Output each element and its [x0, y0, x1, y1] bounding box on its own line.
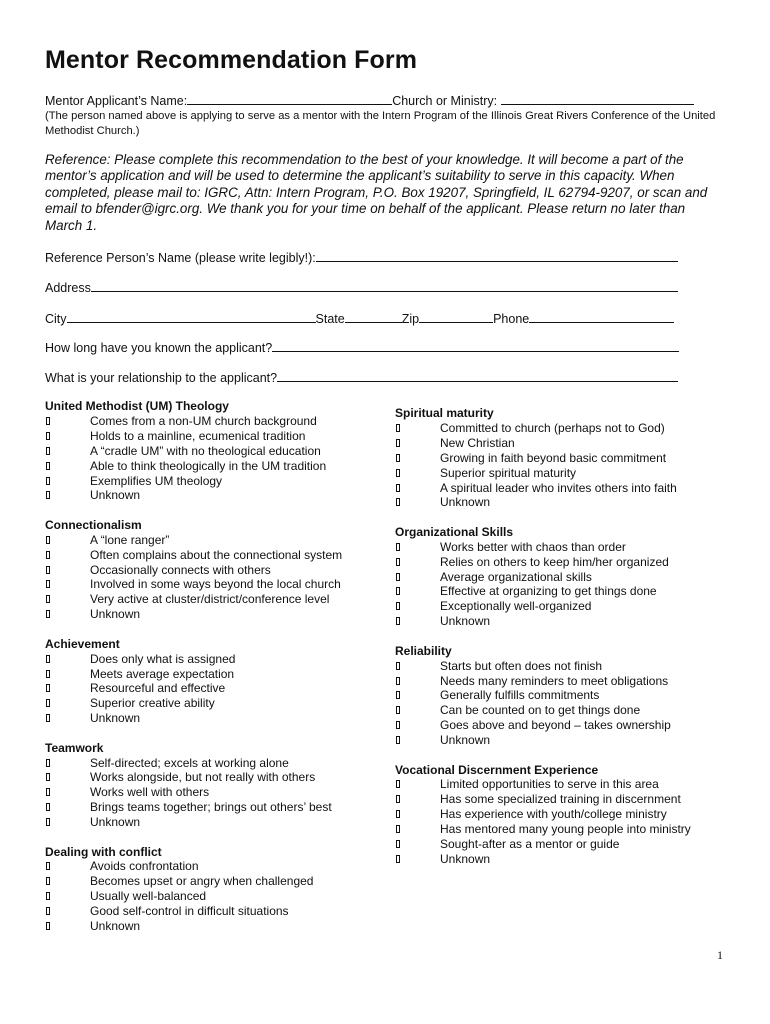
checkbox-icon[interactable] — [46, 922, 50, 930]
checkbox-icon[interactable] — [46, 907, 50, 915]
option-label: Starts but often does not finish — [440, 658, 603, 673]
checkbox-icon[interactable] — [46, 714, 50, 722]
option-item[interactable] — [395, 555, 725, 570]
option-label: Growing in faith beyond basic commitment — [440, 450, 667, 465]
checkbox-icon[interactable] — [396, 573, 400, 581]
section-spiritual-maturity — [395, 406, 725, 510]
option-item[interactable] — [395, 481, 725, 496]
section-vocational-discernment-experience — [395, 763, 725, 867]
checkbox-icon[interactable] — [396, 677, 400, 685]
option-label: Able to think theologically in the UM tradition — [90, 458, 327, 473]
option-label: Exceptionally well-organized — [440, 599, 592, 614]
option-item[interactable] — [45, 607, 375, 622]
option-item[interactable] — [395, 540, 725, 555]
section-achievement — [45, 637, 375, 726]
option-item[interactable] — [45, 756, 375, 771]
state-field[interactable] — [345, 311, 402, 323]
option-label: Good self-control in difficult situations — [90, 904, 289, 919]
option-item[interactable] — [395, 451, 725, 466]
section-title: Teamwork — [45, 740, 104, 755]
checkbox-icon[interactable] — [396, 602, 400, 610]
reference-name-label: Reference Person’s Name (please write legibly!): — [45, 251, 316, 265]
checkbox-icon[interactable] — [396, 662, 400, 670]
checkbox-icon[interactable] — [396, 780, 400, 788]
checkbox-icon[interactable] — [396, 587, 400, 595]
checkbox-icon[interactable] — [396, 498, 400, 506]
option-item[interactable] — [395, 614, 725, 629]
option-item[interactable] — [395, 733, 725, 748]
option-label: Superior spiritual maturity — [440, 465, 577, 480]
option-item[interactable] — [395, 674, 725, 689]
option-item[interactable] — [45, 919, 375, 934]
option-label: Resourceful and effective — [90, 681, 226, 696]
applicant-name-field[interactable] — [187, 93, 392, 105]
checkbox-icon[interactable] — [46, 655, 50, 663]
right-column — [395, 406, 725, 881]
option-item[interactable] — [45, 577, 375, 592]
option-item[interactable] — [45, 459, 375, 474]
option-label: Unknown — [90, 919, 141, 934]
option-item[interactable] — [395, 599, 725, 614]
checkbox-icon[interactable] — [46, 773, 50, 781]
option-label: Works well with others — [90, 785, 210, 800]
checkbox-icon[interactable] — [46, 566, 50, 574]
option-label: Relies on others to keep him/her organized — [440, 554, 669, 569]
option-item[interactable] — [45, 889, 375, 904]
option-item[interactable] — [45, 785, 375, 800]
applicant-name-row — [45, 93, 694, 109]
checkbox-icon[interactable] — [46, 759, 50, 767]
option-item[interactable] — [395, 436, 725, 451]
checkbox-icon[interactable] — [396, 439, 400, 447]
address-label: Address — [45, 281, 91, 295]
checkbox-icon[interactable] — [396, 543, 400, 551]
option-item[interactable] — [395, 777, 725, 792]
option-item[interactable] — [45, 548, 375, 563]
zip-label: Zip — [401, 312, 420, 326]
option-label: Superior creative ability — [90, 696, 215, 711]
option-item[interactable] — [395, 703, 725, 718]
option-item[interactable] — [395, 718, 725, 733]
option-item[interactable] — [395, 570, 725, 585]
option-item[interactable] — [45, 488, 375, 503]
section-title: Achievement — [45, 636, 120, 651]
church-label: Church or Ministry: — [392, 94, 498, 108]
checkbox-icon[interactable] — [396, 736, 400, 744]
option-item[interactable] — [395, 852, 725, 867]
checkbox-icon[interactable] — [396, 810, 400, 818]
section-title: Reliability — [395, 643, 452, 658]
option-label: Effective at organizing to get things done — [440, 584, 657, 599]
checkbox-icon[interactable] — [396, 795, 400, 803]
option-label: Goes above and beyond – takes ownership — [440, 718, 671, 733]
checkbox-icon[interactable] — [46, 610, 50, 618]
option-label: Becomes upset or angry when challenged — [90, 874, 314, 889]
section-title: Vocational Discernment Experience — [395, 762, 599, 777]
checkbox-icon[interactable] — [46, 788, 50, 796]
relationship-row — [45, 370, 678, 386]
option-label: Self-directed; excels at working alone — [90, 755, 289, 770]
option-item[interactable] — [45, 800, 375, 815]
address-field[interactable] — [91, 280, 678, 292]
option-label: Has some specialized training in discernment — [440, 792, 681, 807]
zip-field[interactable] — [419, 311, 493, 323]
option-item[interactable] — [45, 414, 375, 429]
option-label: Works alongside, but not really with others — [90, 770, 316, 785]
section-title: Connectionalism — [45, 517, 142, 532]
checkbox-icon[interactable] — [396, 617, 400, 625]
city-row — [45, 311, 674, 327]
option-label: Avoids confrontation — [90, 859, 199, 874]
option-label: Unknown — [90, 488, 141, 503]
checkbox-icon[interactable] — [46, 551, 50, 559]
reference-name-field[interactable] — [316, 250, 678, 262]
option-label: Comes from a non-UM church background — [90, 413, 317, 428]
option-label: Occasionally connects with others — [90, 562, 271, 577]
option-label: Unknown — [90, 607, 141, 622]
option-item[interactable] — [45, 681, 375, 696]
option-item[interactable] — [45, 429, 375, 444]
option-item[interactable] — [395, 822, 725, 837]
section-connectionalism — [45, 518, 375, 622]
checkbox-icon[interactable] — [46, 862, 50, 870]
option-item[interactable] — [45, 533, 375, 548]
relationship-field[interactable] — [277, 370, 678, 382]
option-label: Committed to church (perhaps not to God) — [440, 420, 665, 435]
checkbox-icon[interactable] — [396, 691, 400, 699]
option-item[interactable] — [45, 904, 375, 919]
checkbox-icon[interactable] — [46, 447, 50, 455]
option-label: Involved in some ways beyond the local church — [90, 577, 341, 592]
option-label: Has mentored many young people into ministry — [440, 822, 691, 837]
checkbox-icon[interactable] — [46, 877, 50, 885]
option-item[interactable] — [45, 563, 375, 578]
checkbox-icon[interactable] — [46, 670, 50, 678]
section-title: United Methodist (UM) Theology — [45, 399, 229, 413]
state-label: State — [315, 312, 345, 326]
option-item[interactable] — [395, 792, 725, 807]
church-field[interactable] — [501, 93, 694, 105]
checkbox-icon[interactable] — [46, 595, 50, 603]
option-label: Unknown — [440, 495, 491, 510]
checkbox-icon[interactable] — [396, 558, 400, 566]
section-title: Organizational Skills — [395, 524, 514, 539]
option-label: Unknown — [440, 614, 491, 629]
known-row — [45, 340, 679, 356]
option-item[interactable] — [45, 874, 375, 889]
option-label: Holds to a mainline, ecumenical tradition — [90, 428, 306, 443]
section-united-methodist-um-theology — [45, 399, 375, 503]
city-field[interactable] — [67, 311, 316, 323]
city-label: City — [45, 312, 67, 326]
option-label: Unknown — [440, 733, 491, 748]
option-label: Works better with chaos than order — [440, 539, 626, 554]
option-label: Brings teams together; brings out others’ best — [90, 800, 332, 815]
option-label: A spiritual leader who invites others into faith — [440, 480, 677, 495]
checkbox-icon[interactable] — [396, 840, 400, 848]
checkbox-icon[interactable] — [46, 803, 50, 811]
checkbox-icon[interactable] — [46, 536, 50, 544]
option-item[interactable] — [45, 815, 375, 830]
option-item[interactable] — [45, 696, 375, 711]
page-number: 1 — [717, 948, 723, 962]
option-label: Needs many reminders to meet obligations — [440, 673, 669, 688]
checkbox-icon[interactable] — [46, 491, 50, 499]
option-label: Unknown — [440, 851, 491, 866]
reference-name-row — [45, 250, 678, 266]
checkbox-icon[interactable] — [396, 855, 400, 863]
section-dealing-with-conflict — [45, 845, 375, 934]
option-label: A “lone ranger” — [90, 532, 170, 547]
checkbox-icon[interactable] — [396, 424, 400, 432]
option-label: A “cradle UM” with no theological education — [90, 443, 321, 458]
option-label: Meets average expectation — [90, 666, 235, 681]
option-label: Does only what is assigned — [90, 651, 236, 666]
option-item[interactable] — [395, 807, 725, 822]
option-label: Often complains about the connectional system — [90, 547, 343, 562]
option-label: Unknown — [90, 815, 141, 830]
applicant-name-label: Mentor Applicant’s Name: — [45, 94, 188, 108]
applicant-note: (The person named above is applying to serve as a mentor with the Intern Program of the Illinois Great Rivers Conference of the United Methodist Church.) — [45, 110, 716, 137]
section-reliability — [395, 644, 725, 748]
option-item[interactable] — [45, 859, 375, 874]
option-label: Very active at cluster/district/conference level — [90, 592, 330, 607]
reference-instructions: Reference: Please complete this recommendation to the best of your knowledge. It will become a part of the mentor’s application and will be used to determine the applicant’s suitability to serve in this capacity. When completed, please mail to: IGRC, Attn: Intern Program, P.O. Box 19207, Springfield, IL 62794-9207, or scan and email to bfender@igrc.org. We thank you for your time on behalf of the applicant. Please return no later than March 1. — [45, 152, 708, 233]
option-item[interactable] — [395, 495, 725, 510]
option-item[interactable] — [45, 474, 375, 489]
option-label: Exemplifies UM theology — [90, 473, 223, 488]
relationship-label: What is your relationship to the applicant? — [45, 371, 278, 385]
checkbox-icon[interactable] — [46, 892, 50, 900]
checkbox-icon[interactable] — [46, 684, 50, 692]
left-column — [45, 399, 375, 949]
option-item[interactable] — [45, 444, 375, 459]
option-item[interactable] — [45, 652, 375, 667]
section-organizational-skills — [395, 525, 725, 629]
option-item[interactable] — [395, 421, 725, 436]
known-field[interactable] — [272, 340, 679, 352]
option-label: Average organizational skills — [440, 569, 592, 584]
section-teamwork — [45, 741, 375, 830]
option-label: New Christian — [440, 435, 515, 450]
checkbox-icon[interactable] — [396, 484, 400, 492]
option-item[interactable] — [45, 592, 375, 607]
option-label: Usually well-balanced — [90, 889, 207, 904]
phone-field[interactable] — [529, 311, 674, 323]
page-title: Mentor Recommendation Form — [45, 46, 418, 74]
option-item[interactable] — [395, 837, 725, 852]
section-title: Spiritual maturity — [395, 406, 494, 420]
option-item[interactable] — [395, 688, 725, 703]
checkbox-icon[interactable] — [46, 477, 50, 485]
checkbox-icon[interactable] — [46, 462, 50, 470]
option-item[interactable] — [45, 770, 375, 785]
checkbox-icon[interactable] — [396, 825, 400, 833]
option-item[interactable] — [395, 466, 725, 481]
option-label: Limited opportunities to serve in this area — [440, 777, 659, 792]
checkbox-icon[interactable] — [396, 454, 400, 462]
option-label: Unknown — [90, 711, 141, 726]
checkbox-icon[interactable] — [396, 706, 400, 714]
known-label: How long have you known the applicant? — [45, 341, 273, 355]
checkbox-icon[interactable] — [46, 417, 50, 425]
section-title: Dealing with conflict — [45, 844, 162, 859]
checkbox-icon[interactable] — [46, 580, 50, 588]
checkbox-icon[interactable] — [396, 469, 400, 477]
option-item[interactable] — [395, 584, 725, 599]
checkbox-icon[interactable] — [46, 699, 50, 707]
option-item[interactable] — [395, 659, 725, 674]
option-label: Generally fulfills commitments — [440, 688, 600, 703]
option-item[interactable] — [45, 667, 375, 682]
checkbox-icon[interactable] — [396, 721, 400, 729]
option-item[interactable] — [45, 711, 375, 726]
checkbox-icon[interactable] — [46, 432, 50, 440]
phone-label: Phone — [493, 312, 530, 326]
address-row — [45, 280, 678, 296]
checkbox-icon[interactable] — [46, 818, 50, 826]
option-label: Sought-after as a mentor or guide — [440, 837, 620, 852]
option-label: Has experience with youth/college ministry — [440, 807, 667, 822]
option-label: Can be counted on to get things done — [440, 703, 641, 718]
